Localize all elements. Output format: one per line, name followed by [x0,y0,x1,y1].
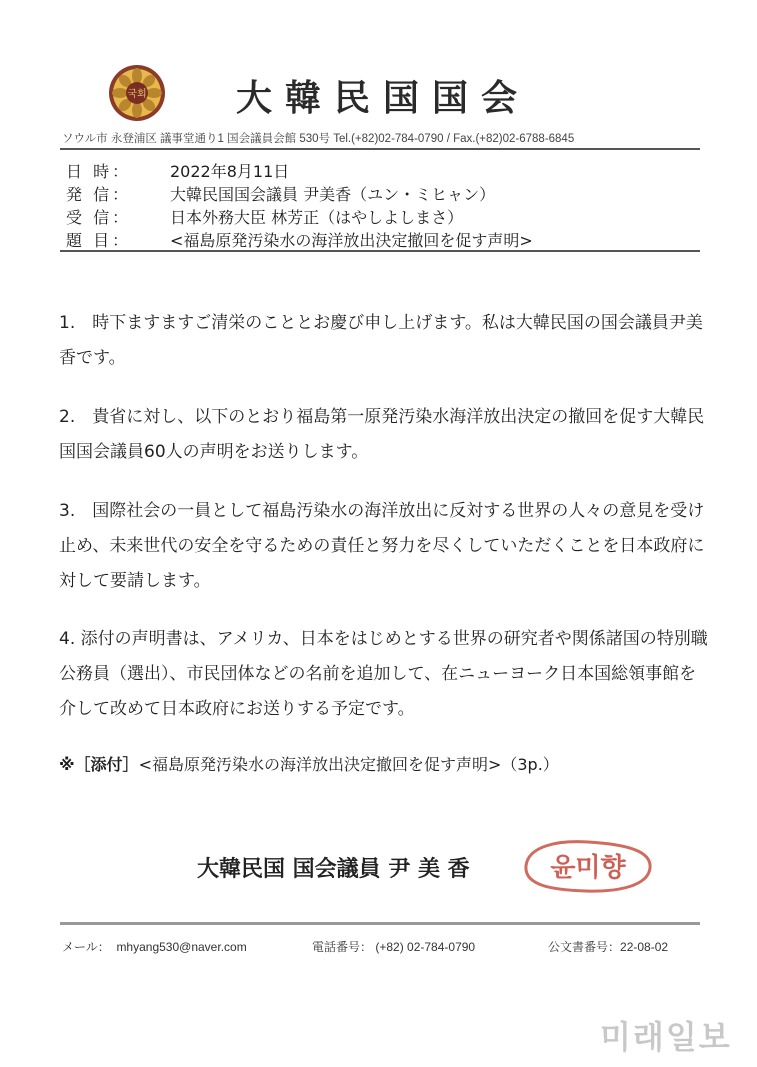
footer-doc-label: 公文書番号： [548,940,621,954]
footer-phone-label: 電話番号： [312,940,373,954]
memo-date-label: 日 時： [66,162,132,181]
office-address: ソウル市 永登浦区 議事堂通り1 国会議員会館 530号 Tel.(+82)02-784-0790 / Fax.(+82)02-6788-6845 [62,133,575,145]
body-paragraph-3: 3. 国際社会の一員として福島汚染水の海洋放出に反対する世界の人々の意見を受け止め、未来世代の安全を守るための責任と努力を尽くしていただくことを日本政府に対して要請します。 [59,501,705,591]
body-paragraph-1: 1. 時下ますますご清栄のこととお慶び申し上げます。私は大韓民国の国会議員尹美香です。 [59,313,703,368]
attachment-title: <福島原発汚染水の海洋放出決定撤回を促す声明>（3p.） [138,755,559,774]
memo-date-value: 2022年8月11日 [170,162,290,181]
footer-phone [312,938,475,955]
signature-line: 大韓民国 国会議員 尹 美 香 [197,857,470,882]
svg-text:윤미향: 윤미향 [550,853,626,883]
body-paragraph-2: 2. 貴省に対し、以下のとおり福島第一原発汚染水海洋放出決定の撤回を促す大韓民国国会議員60人の声明をお送りします。 [59,407,705,462]
memo-date-row [66,159,289,182]
attachment-mark: ※［添付］ [59,755,139,774]
memo-to-row [66,205,463,228]
footer-document-number [548,938,668,955]
attachment-note [59,752,559,775]
publisher-watermark: 미래일보 [600,1018,732,1056]
footer-email-value: mhyang530@naver.com [116,940,247,954]
memo-from-label: 発 信： [66,185,132,204]
memo-from-row [66,182,495,205]
memo-subject-row [66,228,533,251]
memo-subject-value: <福島原発汚染水の海洋放出決定撤回を促す声明> [170,231,533,250]
memo-divider [60,250,700,252]
footer-email-label: メール： [62,940,110,954]
organization-title: 大韓民国国会 [236,77,531,119]
red-seal-stamp-icon [518,836,658,896]
svg-text:국회: 국회 [127,89,147,100]
memo-to-label: 受 信： [66,208,132,227]
header-divider [60,148,700,150]
memo-to-value: 日本外務大臣 林芳正（はやしよしまさ） [170,208,464,227]
footer-divider [60,922,700,925]
body-paragraph-4: 4. 添付の声明書は、アメリカ、日本をはじめとする世界の研究者や関係諸国の特別職公務員（選出）、市民団体などの名前を追加して、在ニューヨーク日本国総領事館を介して改めて日本政府にお送りする予定です。 [59,629,708,719]
memo-from-value: 大韓民国国会議員 尹美香（ユン・ミヒャン） [170,185,496,204]
footer-doc-value: 22-08-02 [620,940,669,954]
footer-phone-value: (+82) 02-784-0790 [375,940,476,954]
national-assembly-emblem-icon [108,64,166,122]
footer-email [62,938,247,955]
memo-subject-label: 題 目： [66,231,132,250]
